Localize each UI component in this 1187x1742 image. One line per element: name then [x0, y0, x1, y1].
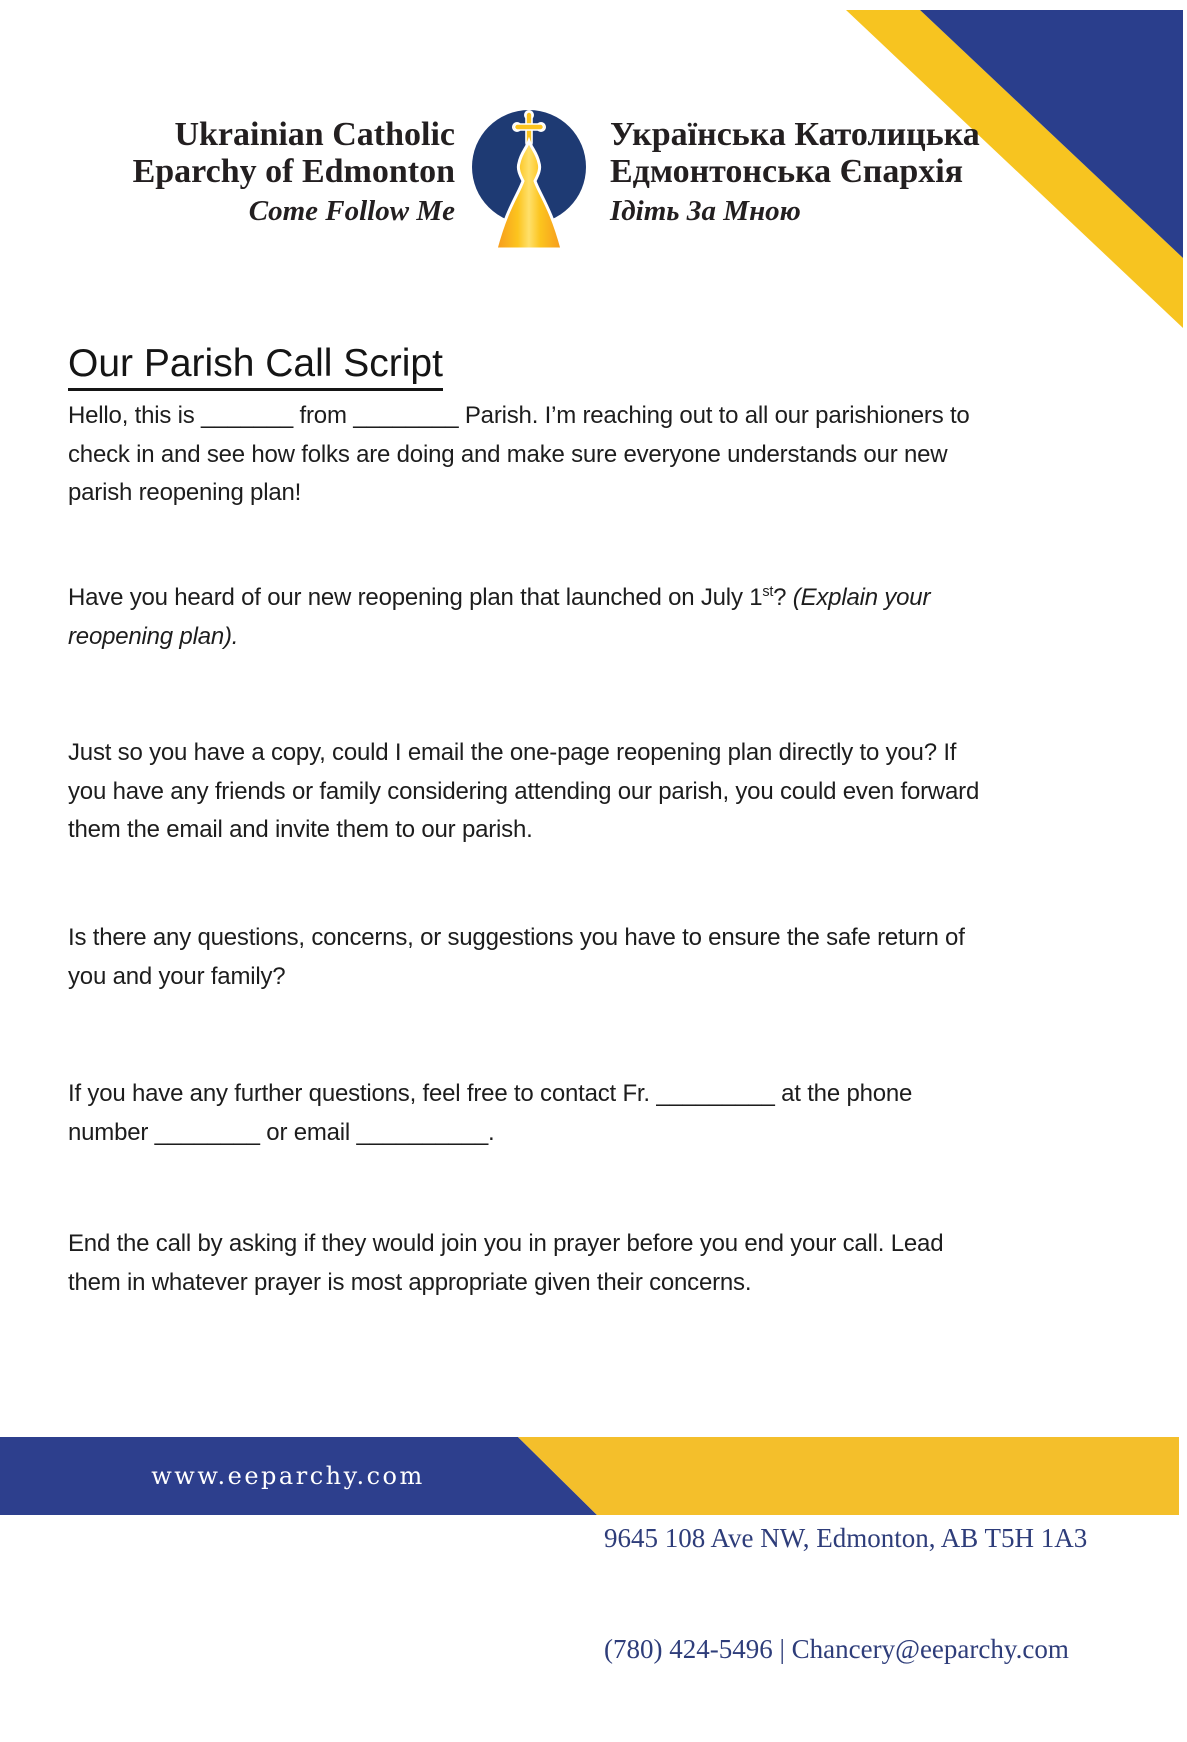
tagline-english: Come Follow Me — [248, 195, 455, 227]
org-name-en-line1: Ukrainian Catholic — [174, 116, 455, 153]
text-segment: ? — [773, 584, 793, 611]
tagline-ukrainian: Ідіть За Мною — [610, 195, 801, 227]
text-line: you have any friends or family considering attending our parish, you could even forward — [68, 777, 980, 805]
script-paragraph-greeting — [68, 397, 970, 513]
script-paragraph-concerns — [68, 919, 965, 996]
footer-address: 9645 108 Ave NW, Edmonton, AB T5H 1A3 — [604, 1523, 1088, 1553]
stage-direction-italic: (Explain your — [792, 584, 931, 611]
script-paragraph-email-offer — [68, 734, 979, 850]
eparchy-logo — [465, 101, 593, 249]
footer-website: www.eeparchy.com — [151, 1462, 425, 1490]
text-line: them the email and invite them to our parish. — [68, 816, 533, 843]
text-line: you and your family? — [68, 962, 286, 990]
page-title: Our Parish Call Script — [68, 341, 443, 391]
text-line: If you have any further questions, feel free to contact Fr. _________ at the phone — [68, 1080, 913, 1107]
script-paragraph-contact-info — [68, 1075, 912, 1152]
text-line — [68, 579, 930, 618]
text-line: Hello, this is _______ from ________ Parish. I’m reaching out to all our parishioners to — [68, 402, 970, 429]
script-paragraph-reopening-question — [68, 579, 930, 656]
org-name-english — [133, 116, 455, 229]
org-name-en-line2: Eparchy of Edmonton — [132, 153, 455, 190]
footer-phone-email: (780) 424-5496 | Chancery@eeparchy.com — [604, 1634, 1069, 1664]
org-name-ukrainian — [610, 116, 980, 229]
org-name-uk-line1: Українська Католицька — [610, 116, 980, 153]
script-paragraph-closing-prayer — [68, 1225, 943, 1302]
text-line: Just so you have a copy, could I email the one-page reopening plan directly to you? If — [68, 739, 957, 766]
footer-contact-block — [604, 1446, 1087, 1742]
text-line: check in and see how folks are doing and make sure everyone understands our new — [68, 440, 948, 468]
text-line: End the call by asking if they would join you in prayer before you end your call. Lead — [68, 1230, 944, 1257]
text-line: Is there any questions, concerns, or suggestions you have to ensure the safe return of — [68, 924, 965, 951]
stage-direction-italic: reopening plan). — [68, 622, 239, 650]
text-segment: Have you heard of our new reopening plan that launched on July 1 — [68, 584, 763, 611]
text-line: them in whatever prayer is most appropriate given their concerns. — [68, 1268, 752, 1296]
org-name-uk-line2: Едмонтонська Єпархія — [610, 153, 964, 190]
text-line: parish reopening plan! — [68, 479, 302, 506]
superscript-ordinal: st — [762, 584, 774, 600]
text-line: number ________ or email __________. — [68, 1118, 495, 1146]
